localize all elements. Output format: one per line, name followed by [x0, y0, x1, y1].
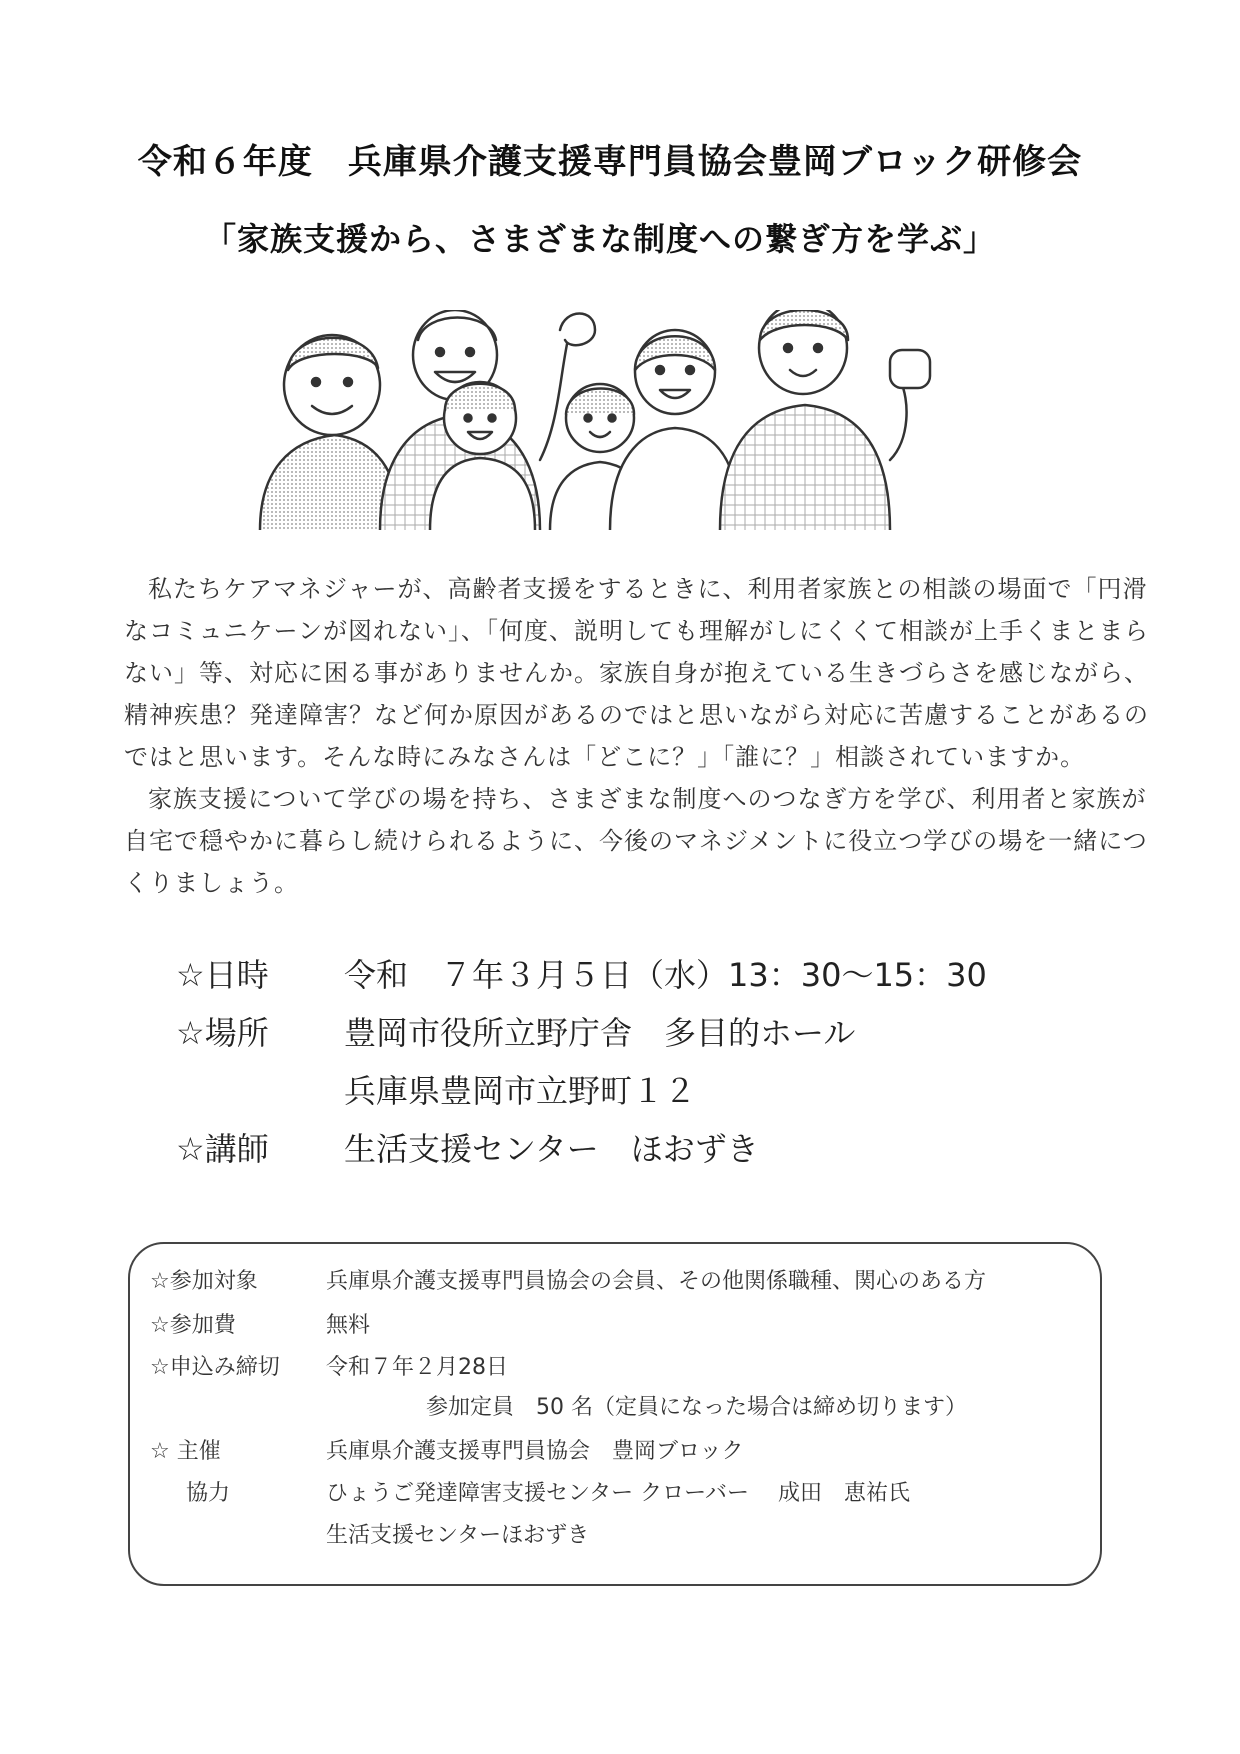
place-label: ☆場所 — [176, 1014, 269, 1052]
fee-label: ☆参加費 — [150, 1313, 236, 1338]
deadline-value: 令和７年２月28日 — [326, 1355, 508, 1380]
deadline-label: ☆申込み締切 — [150, 1355, 280, 1380]
lecturer-value: 生活支援センター ほおずき — [344, 1130, 759, 1168]
lecturer-label: ☆講師 — [176, 1130, 269, 1168]
details-box — [128, 1242, 1102, 1586]
address-value: 兵庫県豊岡市立野町１２ — [344, 1072, 697, 1110]
organizer-label: ☆ 主催 — [150, 1439, 221, 1464]
intro-paragraph-1: 私たちケアマネジャーが、高齢者支援をするときに、利用者家族との相談の場面で「円滑なコミュニケーンが図れない」、「何度、説明しても理解がしにくくて相談が上手くまとまらない」等、対応に困る事がありませんか。家族自身が抱えている生きづらさを感じながら、精神疾患？発達障害？など何か原因があるのではと思いながら対応に苦慮することがあるのではと思います。そんな時にみなさんは「どこに？」「誰に？」相談されていますか。 — [124, 575, 1150, 771]
organizer-value: 兵庫県介護支援専門員協会 豊岡ブロック — [326, 1439, 744, 1464]
document-title: 令和６年度 兵庫県介護支援専門員協会豊岡ブロック研修会 — [137, 142, 1083, 182]
cooperation-value-2: 生活支援センターほおずき — [326, 1523, 590, 1548]
intro-text — [124, 568, 1164, 904]
cooperation-label: 協力 — [186, 1481, 231, 1506]
family-illustration — [250, 310, 980, 530]
document-subtitle: 「家族支援から、さまざまな制度への繋ぎ方を学ぶ」 — [203, 220, 996, 258]
place-value: 豊岡市役所立野庁舎 多目的ホール — [344, 1014, 856, 1052]
target-value: 兵庫県介護支援専門員協会の会員、その他関係職種、関心のある方 — [326, 1269, 987, 1294]
date-value: 令和 ７年３月５日（水）13：30〜15：30 — [344, 956, 987, 994]
cooperation-value-1: ひょうご発達障害支援センター クローバー 成田 恵祐氏 — [326, 1481, 911, 1506]
capacity-value: 参加定員 50 名（定員になった場合は締め切ります） — [426, 1395, 967, 1420]
intro-paragraph-2: 家族支援について学びの場を持ち、さまざまな制度へのつなぎ方を学び、利用者と家族が自宅で穏やかに暮らし続けられるように、今後のマネジメントに役立つ学びの場を一緒につくりましょう。 — [124, 785, 1148, 897]
fee-value: 無料 — [326, 1313, 371, 1338]
target-label: ☆参加対象 — [150, 1269, 258, 1294]
date-label: ☆日時 — [176, 956, 269, 994]
capacity-row — [426, 1390, 967, 1426]
